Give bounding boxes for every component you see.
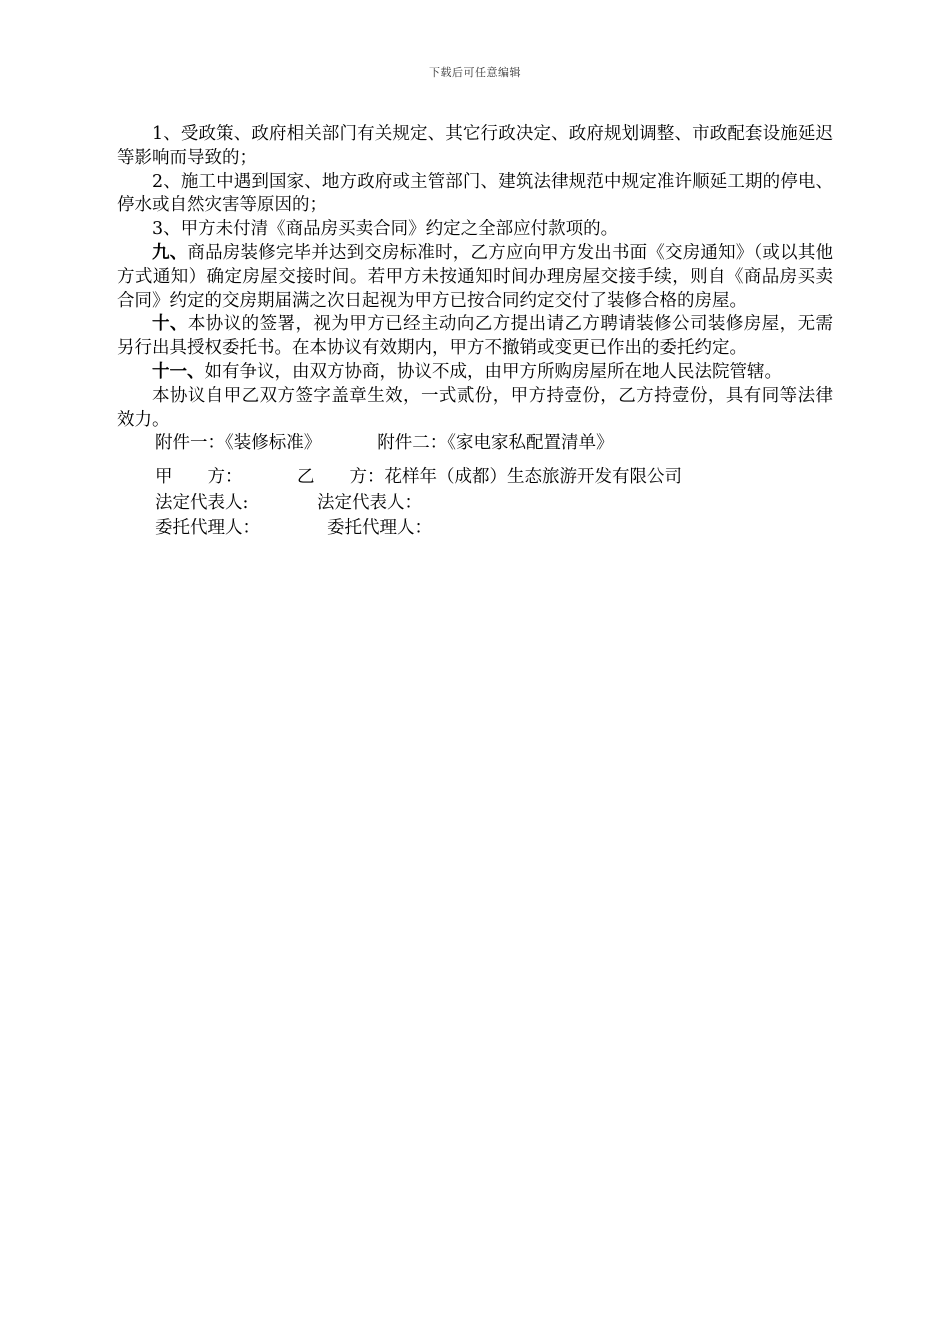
party-row	[117, 466, 833, 492]
legal-rep-row	[117, 492, 833, 518]
clause-ten	[117, 313, 833, 361]
attachment-two: 附件二：《家电家私配置清单》	[377, 433, 614, 454]
clause-text: 商品房装修完毕并达到交房标准时，乙方应向甲方发出书面《交房通知》（或以其他方式通知）确定房屋交接时间。若甲方未按通知时间办理房屋交接手续，则自《商品房买卖合同》约定的交房期届满之次日起视为甲方已按合同约定交付了装修合格的房屋。	[117, 242, 834, 311]
attachment-one: 附件一：《装修标准》	[155, 433, 322, 454]
agent-a-label: 委托代理人：	[155, 518, 260, 539]
clause-text: 本协议的签署，视为甲方已经主动向乙方提出请乙方聘请装修公司装修房屋，无需另行出具授权委托书。在本协议有效期内，甲方不撤销或变更已作出的委托约定。	[117, 314, 834, 359]
clause-number: 十一、	[152, 361, 205, 382]
party-b-label: 乙 方：花样年（成都）生态旅游开发有限公司	[297, 467, 682, 488]
agent-row	[117, 517, 833, 543]
attachments-line	[117, 432, 833, 456]
clause-text: 3、甲方未付清《商品房买卖合同》约定之全部应付款项的。	[152, 219, 619, 240]
clause-item-2	[117, 171, 833, 219]
clause-item-1	[117, 123, 833, 171]
document-body	[117, 123, 833, 543]
signature-block	[117, 466, 833, 543]
legal-rep-a-label: 法定代表人:	[155, 492, 249, 513]
clause-number: 九、	[152, 242, 188, 263]
clause-number: 十、	[152, 314, 188, 335]
effectiveness-clause	[117, 385, 833, 433]
clause-eleven	[117, 361, 833, 385]
clause-text: 1、受政策、政府相关部门有关规定、其它行政决定、政府规划调整、市政配套设施延迟等影响而导致的；	[117, 124, 833, 168]
clause-text: 如有争议，由双方协商，协议不成，由甲方所购房屋所在地人民法院管辖。	[204, 361, 782, 382]
legal-rep-b-label: 法定代表人：	[317, 492, 422, 513]
page-header-note: 下载后可任意编辑	[429, 66, 521, 79]
agent-b-label: 委托代理人：	[327, 518, 432, 539]
clause-nine	[117, 242, 833, 313]
clause-text: 2、施工中遇到国家、地方政府或主管部门、建筑法律规范中规定准许顺延工期的停电、停水或自然灾害等原因的；	[117, 171, 833, 216]
clause-text: 本协议自甲乙双方签字盖章生效，一式贰份，甲方持壹份，乙方持壹份，具有同等法律效力。	[117, 385, 833, 430]
party-a-label: 甲 方：	[155, 467, 243, 488]
clause-item-3	[117, 218, 833, 242]
